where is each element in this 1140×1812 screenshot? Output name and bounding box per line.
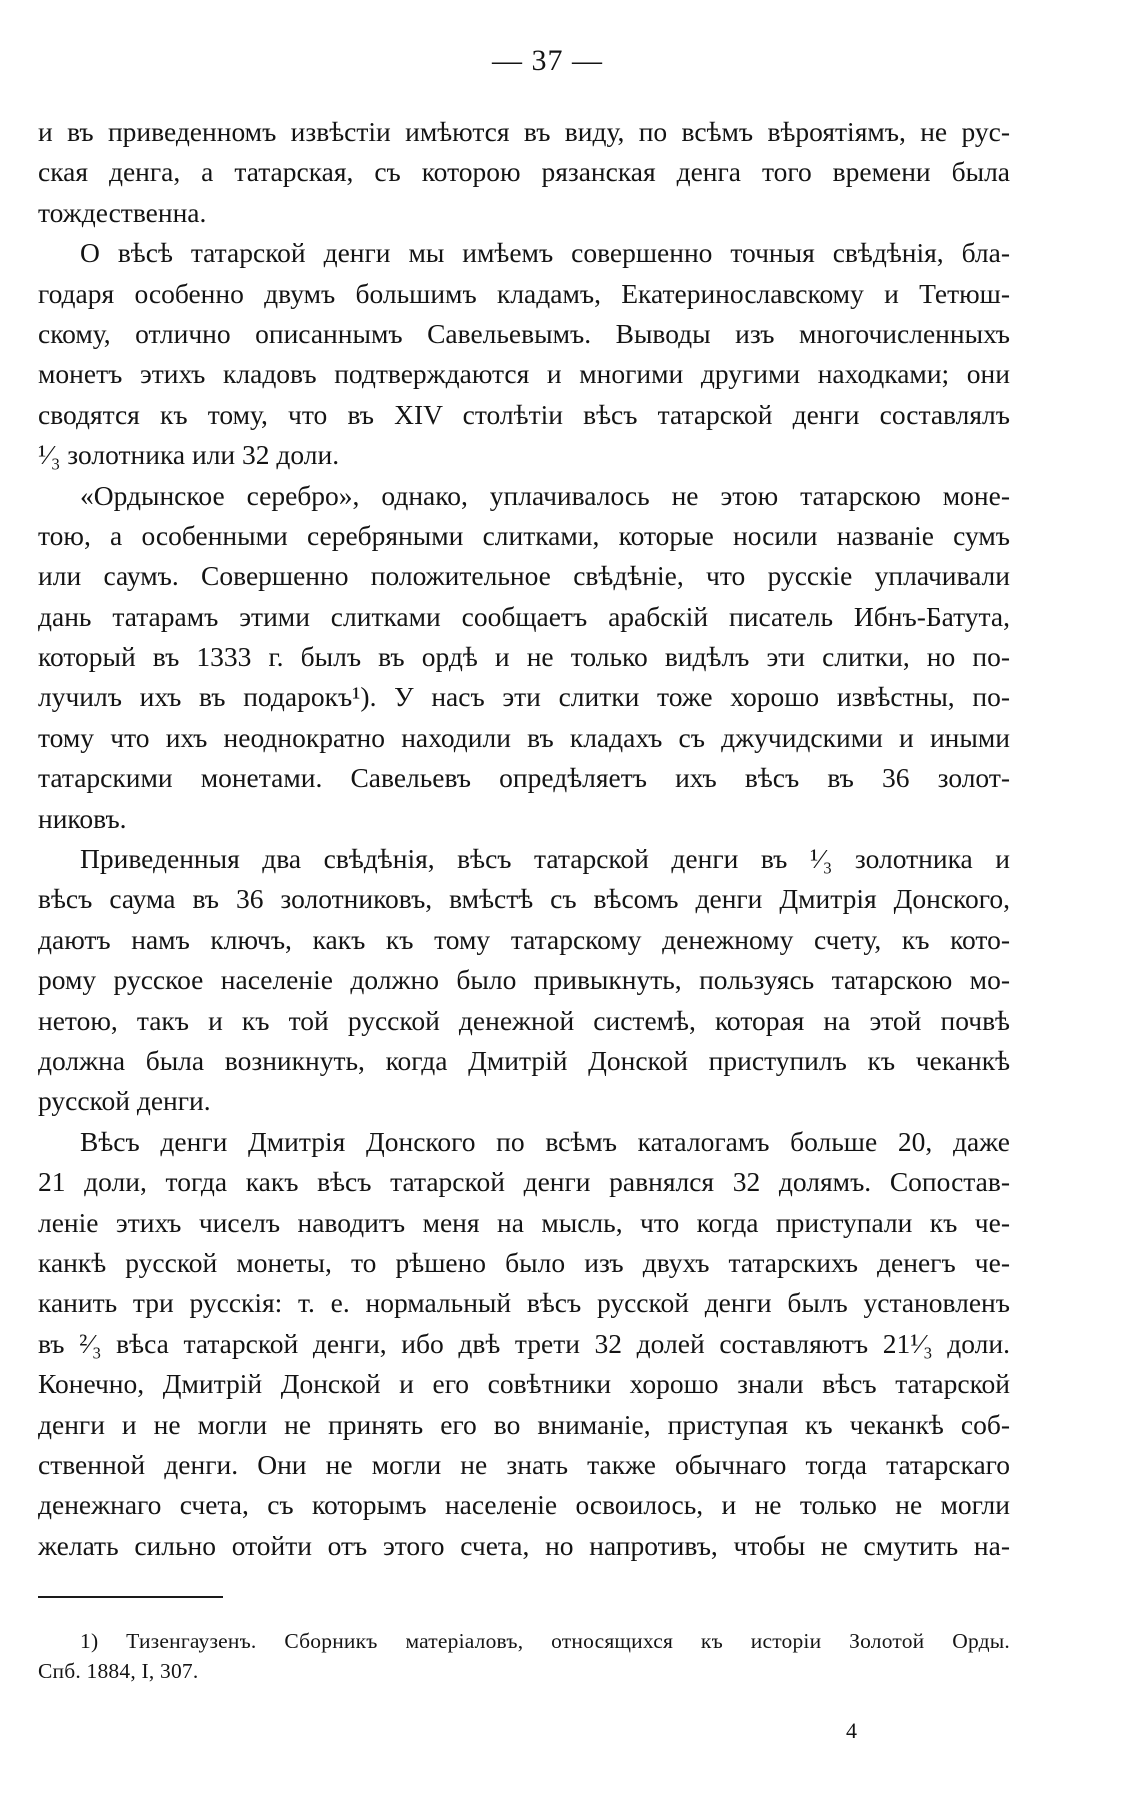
text-line: канкѣ русской монеты, то рѣшено было изъ двухъ татарскихъ денегъ че- <box>38 1246 1010 1278</box>
footnote-line: 1) Тизенгаузенъ. Сборникъ матеріаловъ, относящихся къ исторіи Золотой Орды. <box>80 1629 1010 1653</box>
footnote-divider <box>38 1596 223 1598</box>
text-line: канить три русскія: т. е. нормальный вѣсъ русской денги былъ установленъ <box>38 1287 1010 1319</box>
text-line: «Ордынское серебро», однако, уплачивалось не этою татарскою моне- <box>80 479 1010 511</box>
text-line: О вѣсѣ татарской денги мы имѣемъ совершенно точныя свѣдѣнія, бла- <box>80 237 1010 269</box>
signature-mark: 4 <box>846 1718 857 1743</box>
text-line: Вѣсъ денги Дмитрія Донского по всѣмъ каталогамъ больше 20, даже <box>80 1125 1010 1157</box>
text-line: рому русское населеніе должно было привыкнуть, пользуясь татарскою мо- <box>38 964 1010 996</box>
text-line: нетою, такъ и къ той русской денежной системѣ, которая на этой почвѣ <box>38 1004 1010 1036</box>
text-line: тому что ихъ неоднократно находили въ кладахъ съ джучидскими и иными <box>38 721 1010 753</box>
footnote <box>38 1626 1010 1686</box>
text-line: и въ приведенномъ извѣстіи имѣются въ виду, по всѣмъ вѣроятіямъ, не рус- <box>38 116 1010 147</box>
page-number: — 37 — <box>492 44 603 77</box>
text-line: лучилъ ихъ въ подарокъ¹). У насъ эти слитки тоже хорошо извѣстны, по- <box>38 681 1010 713</box>
text-line: или саумъ. Совершенно положительное свѣдѣніе, что русскіе уплачивали <box>38 560 1010 592</box>
text-line: тою, а особенными серебряными слитками, которые носили названіе сумъ <box>38 519 1010 551</box>
text-line: монетъ этихъ кладовъ подтверждаются и многими другими находками; они <box>38 358 1010 390</box>
text-line: Приведенныя два свѣдѣнія, вѣсъ татарской денги въ ¹⁄₃ золотника и <box>80 843 1010 875</box>
text-line: денги и не могли не принять его во вниманіе, приступая къ чеканкѣ соб- <box>38 1408 1010 1440</box>
text-line: Конечно, Дмитрій Донской и его совѣтники хорошо знали вѣсъ татарской <box>38 1368 1010 1400</box>
text-line: сводятся къ тому, что въ XIV столѣтіи вѣсъ татарской денги составлялъ <box>38 398 1010 430</box>
text-line: скому, отлично описаннымъ Савельевымъ. Выводы изъ многочисленныхъ <box>38 317 1010 349</box>
text-line: даютъ намъ ключъ, какъ къ тому татарскому денежному счету, къ кото- <box>38 923 1010 955</box>
text-line: денежнаго счета, съ которымъ населеніе освоилось, и не только не могли <box>38 1489 1010 1521</box>
text-line: татарскими монетами. Савельевъ опредѣляетъ ихъ вѣсъ въ 36 золот- <box>38 762 1010 794</box>
text-line: желать сильно отойти отъ этого счета, но напротивъ, чтобы не смутить на- <box>38 1529 1010 1561</box>
text-line: 21 доли, тогда какъ вѣсъ татарской денги равнялся 32 долямъ. Сопостав- <box>38 1166 1010 1198</box>
text-line: вѣсъ саума въ 36 золотниковъ, вмѣстѣ съ вѣсомъ денги Дмитрія Донского, <box>38 883 1010 915</box>
text-line: тождественна. <box>38 196 207 228</box>
text-line: годаря особенно двумъ большимъ кладамъ, Екатеринославскому и Тетюш- <box>38 277 1010 309</box>
text-line: русской денги. <box>38 1085 211 1117</box>
text-line: никовъ. <box>38 802 127 834</box>
text-line: въ ²⁄₃ вѣса татарской денги, ибо двѣ трети 32 долей составляютъ 21¹⁄₃ доли. <box>38 1327 1010 1359</box>
text-line: должна была возникнуть, когда Дмитрій Донской приступилъ къ чеканкѣ <box>38 1044 1010 1076</box>
footnote-line: Спб. 1884, I, 307. <box>38 1659 199 1683</box>
body-text <box>38 112 1010 1566</box>
text-line: дань татарамъ этими слитками сообщаетъ арабскій писатель Ибнъ-Батута, <box>38 600 1010 632</box>
text-line: который въ 1333 г. былъ въ ордѣ и не только видѣлъ эти слитки, но по- <box>38 641 1010 673</box>
text-line: ская денга, а татарская, съ которою рязанская денга того времени была <box>38 156 1010 188</box>
text-line: ственной денги. Они не могли не знать также обычнаго тогда татарскаго <box>38 1448 1010 1480</box>
text-line: ¹⁄₃ золотника или 32 доли. <box>38 439 340 471</box>
text-line: леніе этихъ чиселъ наводитъ меня на мысль, что когда приступали къ че- <box>38 1206 1010 1238</box>
